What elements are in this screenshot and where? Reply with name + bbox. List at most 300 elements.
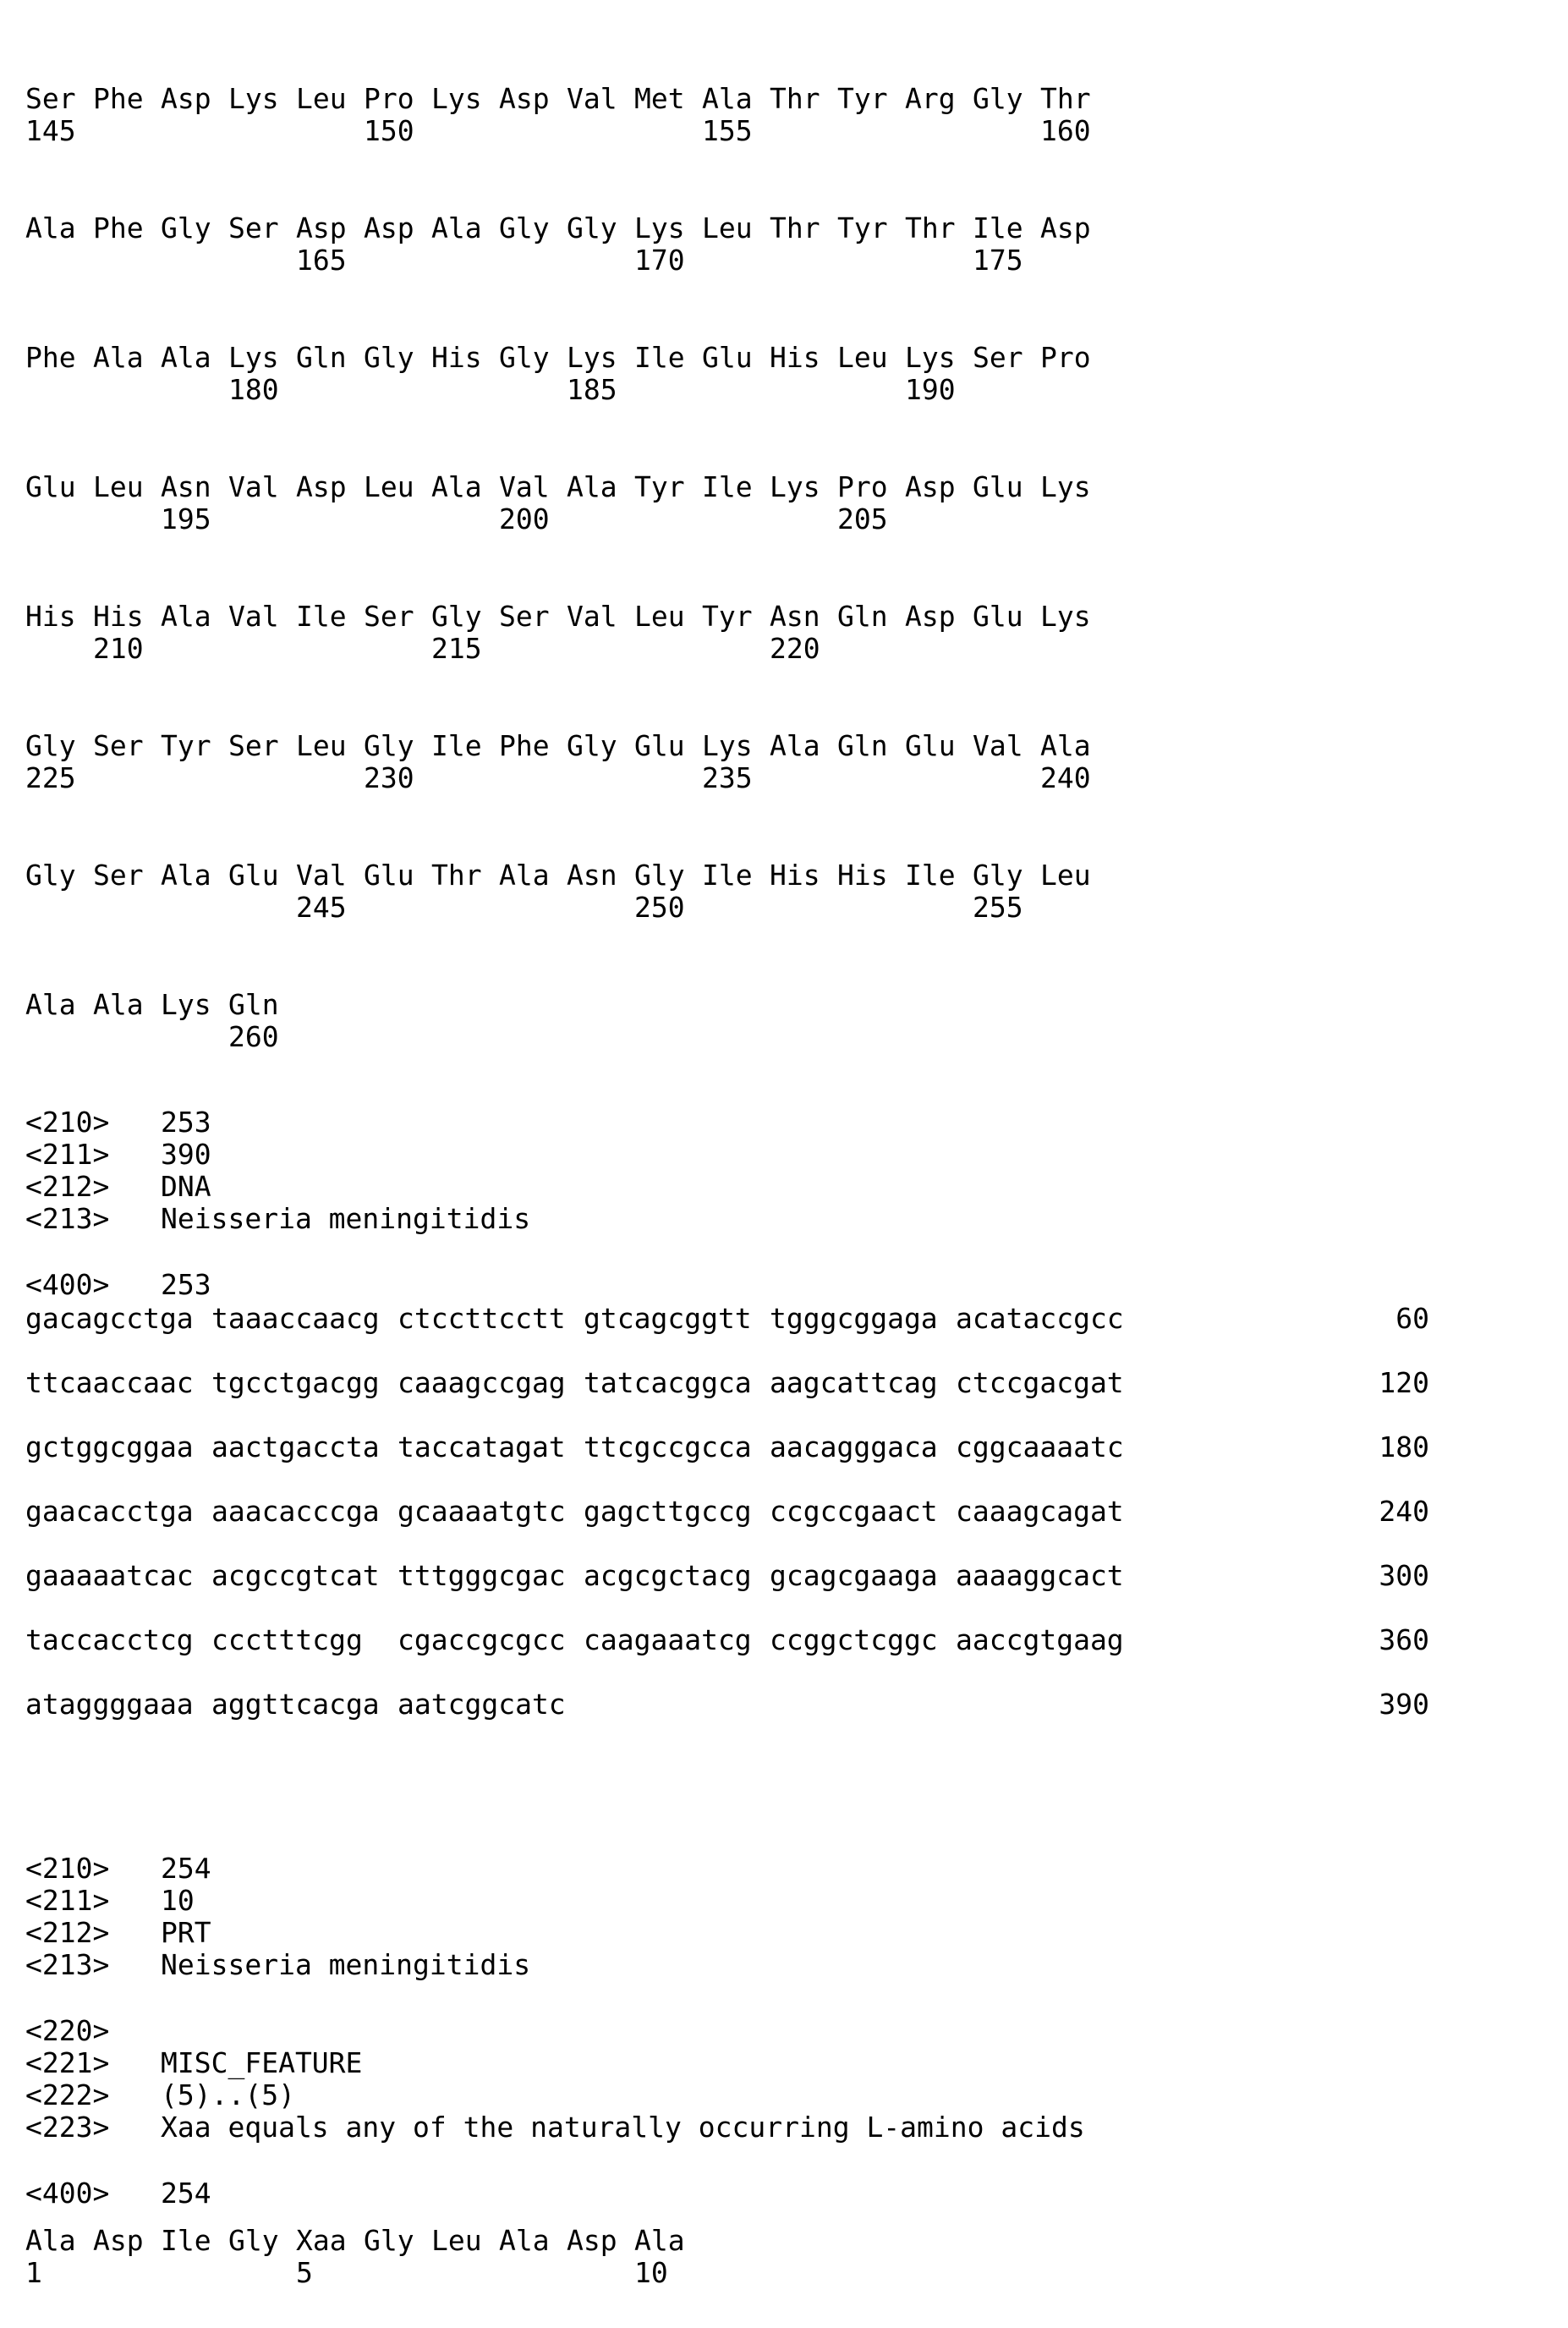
position-number [93,892,161,924]
dna-chunk: taccatagat [397,1430,566,1463]
position-number: 5 [296,2256,313,2289]
residue: Phe [499,729,550,762]
position-number [973,503,1040,535]
residue: Ile [973,211,1023,244]
dna-line [25,1688,1142,1721]
position-number [228,244,296,277]
position-number [25,503,93,535]
position-number [567,892,634,924]
dna-chunk: caaagcagat [956,1495,1124,1528]
position-number: 160 [1040,114,1091,147]
position-number-line [25,115,1108,147]
residue: Gln [296,341,347,374]
residue: Glu [364,859,414,892]
dna-line [25,1624,1142,1656]
seq253-tag-400 [25,1269,211,1301]
residue: Val [499,470,550,503]
residue: Val [296,859,347,892]
residue: Thr [1040,82,1091,115]
residue: Asp [161,82,211,115]
position-number [702,244,770,277]
position-number [499,2257,567,2289]
residue: Gly [567,211,617,244]
tag-label: <400> [25,2177,110,2210]
residue-line [25,212,1108,244]
position-number [905,244,973,277]
position-number [228,633,296,665]
position-number [499,762,567,794]
residue-line [25,2225,702,2257]
dna-chunk: gcagcgaaga [770,1559,938,1592]
dna-chunk: ccggctcggc [770,1623,938,1656]
position-number-line [25,503,1108,535]
position-number [499,633,567,665]
position-number [161,762,228,794]
residue: Ala [431,211,482,244]
dna-chunk: aggttcacga [211,1688,380,1721]
position-number [499,244,567,277]
sequence-id-value: 253 [161,1268,211,1301]
position-number [837,374,905,406]
residue: Gly [499,341,550,374]
position-number: 210 [93,632,144,665]
position-number [973,115,1040,147]
position-number [634,633,702,665]
position-number: 260 [228,1020,279,1053]
position-number: 245 [296,891,347,924]
position-number [364,633,431,665]
seq254-tag-221 [25,2047,362,2079]
seq254-tag-223 [25,2111,1085,2144]
dna-chunk: ttcgccgcca [584,1430,752,1463]
seq254-tag-212 [25,1917,211,1949]
residue-row [25,859,1108,924]
residue: Lys [431,82,482,115]
position-number: 230 [364,761,414,794]
residue: Ala [161,600,211,633]
tag-label: <220> [25,2014,110,2047]
residue: His [770,341,820,374]
position-number [161,2257,228,2289]
dna-position-number: 60 [1395,1302,1429,1335]
seq254-tag-220 [25,2015,161,2047]
residue: Leu [634,600,685,633]
tag-label: <223> [25,2111,110,2144]
dna-chunk: aactgaccta [211,1430,380,1463]
position-number: 1 [25,2256,42,2289]
dna-chunk: aatcggcatc [397,1688,566,1721]
residue: Glu [702,341,753,374]
dna-position-number: 390 [1379,1688,1429,1721]
position-number [905,115,973,147]
residue: Ala [161,341,211,374]
dna-chunk: gagcttgccg [584,1495,752,1528]
position-number: 235 [702,761,753,794]
tag-label: <213> [25,1948,110,1981]
residue: Gly [364,2224,414,2257]
residue: Ser [228,211,279,244]
position-number [567,2257,634,2289]
position-number [905,892,973,924]
residue: Glu [905,729,956,762]
position-number: 195 [161,502,211,535]
position-number [837,892,905,924]
residue: Val [567,600,617,633]
position-number [431,762,499,794]
residue: Gly [364,729,414,762]
residue: Ile [702,859,753,892]
position-number [93,244,161,277]
seq254-tag-222 [25,2079,295,2111]
position-number [973,762,1040,794]
dna-position-number: 120 [1379,1366,1429,1399]
position-number: 150 [364,114,414,147]
residue: Glu [228,859,279,892]
position-number [567,633,634,665]
residue: Glu [973,470,1023,503]
dna-chunk: ttcaaccaac [25,1366,194,1399]
position-number [364,244,431,277]
dna-chunk: acataccgcc [956,1302,1124,1335]
dna-chunk: gaaaaatcac [25,1559,194,1592]
residue: Lys [634,211,685,244]
residue: Gly [973,859,1023,892]
position-number: 220 [770,632,820,665]
dna-chunk: aaacacccga [211,1495,380,1528]
dna-line [25,1496,1142,1528]
position-number [296,115,364,147]
position-number: 215 [431,632,482,665]
residue: His [93,600,144,633]
residue: Ser [93,729,144,762]
position-number: 250 [634,891,685,924]
seq-id-value: 253 [161,1106,211,1139]
dna-chunk: taaaccaacg [211,1302,380,1335]
residue: Ser [228,729,279,762]
position-number [567,115,634,147]
tag-label: <211> [25,1138,110,1171]
position-number-line [25,2257,702,2289]
residue: Gln [837,600,888,633]
residue: Ser [499,600,550,633]
position-number [837,633,905,665]
dna-chunk: gacagcctga [25,1302,194,1335]
dna-chunk: ctccgacgat [956,1366,1124,1399]
seq253-tag-211 [25,1139,211,1171]
residue: Lys [1040,600,1091,633]
residue: Leu [1040,859,1091,892]
residue: Ile [296,600,347,633]
residue: Asn [161,470,211,503]
position-number-line [25,633,1108,665]
dna-chunk [770,1688,956,1721]
position-number [770,374,837,406]
residue: Lys [567,341,617,374]
residue: Met [634,82,685,115]
position-number [228,115,296,147]
residue-row [25,212,1108,277]
seq253-tag-212 [25,1171,211,1203]
position-number [364,374,431,406]
seq253-tag-213 [25,1203,530,1235]
position-number [228,762,296,794]
residue: Leu [431,2224,482,2257]
position-number [499,892,567,924]
position-number [499,115,567,147]
residue: Ile [431,729,482,762]
residue-line [25,601,1108,633]
dna-position-number: 240 [1379,1495,1429,1528]
residue: Gly [634,859,685,892]
residue: Asp [93,2224,144,2257]
position-number: 145 [25,114,76,147]
residue: Asn [567,859,617,892]
residue: Ile [634,341,685,374]
residue: Gly [228,2224,279,2257]
residue-line [25,83,1108,115]
residue: Lys [228,82,279,115]
residue: Tyr [161,729,211,762]
position-number [25,633,93,665]
residue: Ala [634,2224,685,2257]
residue: Gly [161,211,211,244]
dna-chunk [956,1688,1142,1721]
residue: Ala [93,988,144,1021]
residue: Gln [228,988,279,1021]
dna-chunk: ccctttcgg [211,1623,363,1656]
residue: Phe [25,341,76,374]
residue: Ala [499,2224,550,2257]
position-number: 185 [567,373,617,406]
position-number [973,374,1040,406]
residue: Asp [1040,211,1091,244]
seq-id-value: 254 [161,1852,211,1885]
residue: His [770,859,820,892]
position-number [161,374,228,406]
position-number [93,374,161,406]
seq254-tag-213 [25,1949,530,1981]
position-number: 240 [1040,761,1091,794]
position-number-line [25,244,1108,277]
position-number: 10 [634,2256,668,2289]
position-number [364,503,431,535]
position-number [837,244,905,277]
residue-line [25,471,1108,503]
organism-value: Neisseria meningitidis [161,1948,531,1981]
tag-label: <211> [25,1884,110,1917]
residue: Leu [702,211,753,244]
residue: Thr [905,211,956,244]
position-number [296,762,364,794]
position-number: 190 [905,373,956,406]
residue-row [25,989,296,1053]
position-number [431,2257,499,2289]
residue: Gly [25,859,76,892]
position-number [770,762,837,794]
residue: Ala [1040,729,1091,762]
residue-row [25,601,1108,665]
dna-chunk: aaccgtgaag [956,1623,1124,1656]
residue: Asn [770,600,820,633]
position-number [296,503,364,535]
residue: Asp [905,600,956,633]
residue: Glu [25,470,76,503]
residue: Lys [702,729,753,762]
residue: Gln [837,729,888,762]
dna-chunk: aagcattcag [770,1366,938,1399]
tag-label: <213> [25,1202,110,1235]
dna-chunk: ctccttcctt [397,1302,566,1335]
position-number: 225 [25,761,76,794]
residue-line [25,342,1108,374]
residue: Ala [25,211,76,244]
position-number [837,115,905,147]
tag-label: <221> [25,2046,110,2079]
tag-label: <212> [25,1916,110,1949]
position-number [905,762,973,794]
position-number [770,244,837,277]
dna-line [25,1431,1142,1463]
position-number [431,892,499,924]
residue-row [25,83,1108,147]
position-number [161,244,228,277]
residue-row [25,730,1108,794]
residue: Ser [93,859,144,892]
position-number [634,503,702,535]
dna-chunk: gcaaaatgtc [397,1495,566,1528]
dna-chunk: gtcagcggtt [584,1302,752,1335]
residue: Ala [161,859,211,892]
residue: Ala [499,859,550,892]
position-number [93,762,161,794]
residue: Pro [837,470,888,503]
residue-line [25,859,1108,892]
residue: Ile [702,470,753,503]
residue: Tyr [837,82,888,115]
feature-name-value: MISC_FEATURE [161,2046,363,2079]
position-number [770,892,837,924]
position-number [1040,244,1108,277]
other-info-value: Xaa equals any of the naturally occurring L-amino acids [161,2111,1085,2144]
residue: Asp [905,470,956,503]
position-number [25,244,93,277]
residue: Ala [431,470,482,503]
residue: Leu [296,82,347,115]
residue: Lys [228,341,279,374]
residue: Tyr [702,600,753,633]
position-number-line [25,1021,296,1053]
dna-chunk: cggcaaaatc [956,1430,1124,1463]
position-number [161,892,228,924]
residue: Leu [364,470,414,503]
residue: Xaa [296,2224,347,2257]
residue: Val [973,729,1023,762]
dna-line [25,1303,1142,1335]
residue: His [837,859,888,892]
dna-chunk: tgggcggaga [770,1302,938,1335]
residue: Pro [1040,341,1091,374]
residue: Val [567,82,617,115]
residue: Ser [973,341,1023,374]
dna-chunk: acgcgctacg [584,1559,752,1592]
position-number [973,633,1040,665]
residue: Arg [905,82,956,115]
position-number [25,1021,93,1053]
residue: Ala [25,2224,76,2257]
position-number [567,503,634,535]
residue: Lys [161,988,211,1021]
seq253-tag-210 [25,1106,211,1139]
residue: Leu [93,470,144,503]
position-number [431,244,499,277]
residue: Ala [567,470,617,503]
type-value: PRT [161,1916,211,1949]
position-number [702,892,770,924]
position-number [93,115,161,147]
dna-chunk: gctggcggaa [25,1430,194,1463]
residue: Thr [770,211,820,244]
dna-position-number: 180 [1379,1430,1429,1463]
residue-row [25,471,1108,535]
residue: Lys [905,341,956,374]
residue-row [25,2225,702,2289]
position-number [905,633,973,665]
dna-chunk: caagaaatcg [584,1623,752,1656]
position-number: 170 [634,244,685,277]
residue: Pro [364,82,414,115]
residue: Phe [93,82,144,115]
position-number: 200 [499,502,550,535]
residue: Ala [93,341,144,374]
dna-chunk: tatcacggca [584,1366,752,1399]
position-number [296,374,364,406]
residue: Tyr [634,470,685,503]
position-number [228,2257,296,2289]
residue: Asp [567,2224,617,2257]
position-number [634,115,702,147]
position-number [1040,374,1108,406]
type-value: DNA [161,1170,211,1203]
position-number [364,892,431,924]
position-number [567,244,634,277]
tag-label: <210> [25,1106,110,1139]
position-number [228,503,296,535]
position-number [702,633,770,665]
residue: Gly [499,211,550,244]
dna-chunk: tgcctgacgg [211,1366,380,1399]
position-number [25,374,93,406]
residue: Lys [770,470,820,503]
position-number [364,2257,431,2289]
position-number [161,115,228,147]
residue: Ala [702,82,753,115]
residue-line [25,989,296,1021]
residue: Phe [93,211,144,244]
position-number [1040,503,1108,535]
residue: Gly [364,341,414,374]
dna-chunk: aaaaggcact [956,1559,1124,1592]
residue: Thr [431,859,482,892]
position-number [1040,633,1108,665]
dna-chunk: acgccgtcat [211,1559,380,1592]
residue: Asp [296,470,347,503]
residue: Gly [567,729,617,762]
position-number [770,115,837,147]
position-number: 255 [973,891,1023,924]
position-number-line [25,374,1108,406]
residue: Thr [770,82,820,115]
position-number [431,503,499,535]
